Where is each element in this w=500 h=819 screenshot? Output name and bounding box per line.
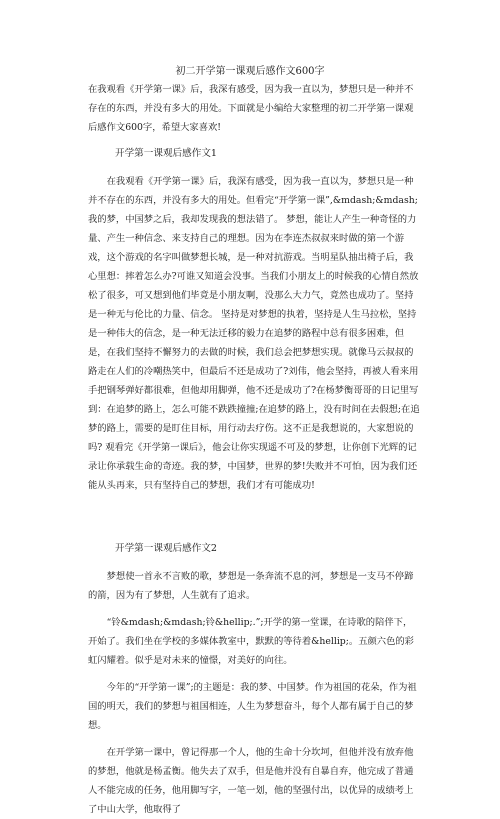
section-1-body: [88, 172, 420, 495]
section-2-paragraph-1: 梦想使一首永不言败的歌，梦想是一条奔流不息的河，梦想是一支马不停蹄的箭，因为有了梦想，人生就有了追求。: [88, 571, 414, 601]
section-2-heading: 开学第一课观后感作文2: [115, 543, 218, 554]
section-2-body: [88, 567, 420, 819]
section-1-paragraph: 在我观看《开学第一课》后，我深有感受，因为我一直以为，梦想只是一种并不存在的东西，并没有多大的用处。但看完“开学第一课”,&mdash;&mdash;我的梦，中国梦之后，我却发现我的想法错了。 梦想，能让人产生一种奇怪的力量、产生一种信念、来支持自己的理想。因为在李连杰叔叔来时做的第一个游戏，这个游戏的名字叫做梦想长城，是一种对抗游戏。当明星队抽出椅子后，我心里想：摔着怎么办?可谁又知道会没事。当我们小朋友上的时候我的心情自然放松了很多，可又想到他们毕竟是小朋友啊，没那么大力气，竟然也成功了。坚持是一种无与伦比的力量、信念。 坚持是对梦想的执着，坚持是人生马拉松，坚持是一种伟大的信念，是一种无法迁移的毅力在追梦的路程中总有很多困难，但是，在我们坚持不懈努力的去做的时候，我们总会把梦想实现。就像马云叔叔的路走在人们的冷嘲热笑中，但最后不还是成功了?刘伟，他会坚持，再被人看来用手把钢琴弹好都很难，但他却用脚弹，他不还是成功了?在杨梦衡哥哥的日记里写到：在追梦的路上，怎么可能不跌跌撞撞;在追梦的路上，没有时间在去假想;在追梦的路上，需要的是盯住目标，用行动去疗伤。这不正是我想说的，大家想说的吗? 观看完《开学第一课后》，他会让你实现遥不可及的梦想，让你创下光辉的记录让你承载生命的奇迹。我的梦，中国梦，世界的梦!失败并不可怕，因为我们还能从头再来，只有坚持自己的梦想，我们才有可能成功!: [88, 176, 420, 491]
intro-block: [88, 80, 420, 137]
section-2-paragraph-2: “铃&mdash;&mdash;铃&hellip;.”;开学的第一堂课，在诗歌的陪伴下，开始了。我们坐在学校的多媒体教室中，默默的等待着&hellip;。五颜六色的彩虹闪耀着。似乎是对未来的憧憬，对美好的向往。: [88, 617, 414, 666]
section-2-paragraph-3: 今年的“开学第一课”;的主题是：我的梦、中国梦。作为祖国的花朵，作为祖国的明天，我们的梦想与祖国相连，人生为梦想奋斗，每个人都有属于自己的梦想。: [88, 682, 417, 731]
section-1-heading: 开学第一课观后感作文1: [115, 148, 218, 159]
intro-paragraph: 在我观看《开学第一课》后，我深有感受，因为我一直以为，梦想只是一种并不存在的东西，并没有多大的用处。下面就是小编给大家整理的初二开学第一课观后感作文600字，希望大家喜欢!: [88, 84, 414, 133]
document-title: 初二开学第一课观后感作文600字: [175, 66, 325, 77]
section-2-paragraph-4: 在开学第一课中，曾记得那一个人，他的生命十分坎坷，但他并没有放弃他的梦想，他就是杨孟衡。他失去了双手，但是他并没有自暴自弃，他完成了普通人不能完成的任务，他用脚写字，一笔一划，他的坚强付出，以优异的成绩考上了中山大学，他取得了: [88, 747, 414, 815]
